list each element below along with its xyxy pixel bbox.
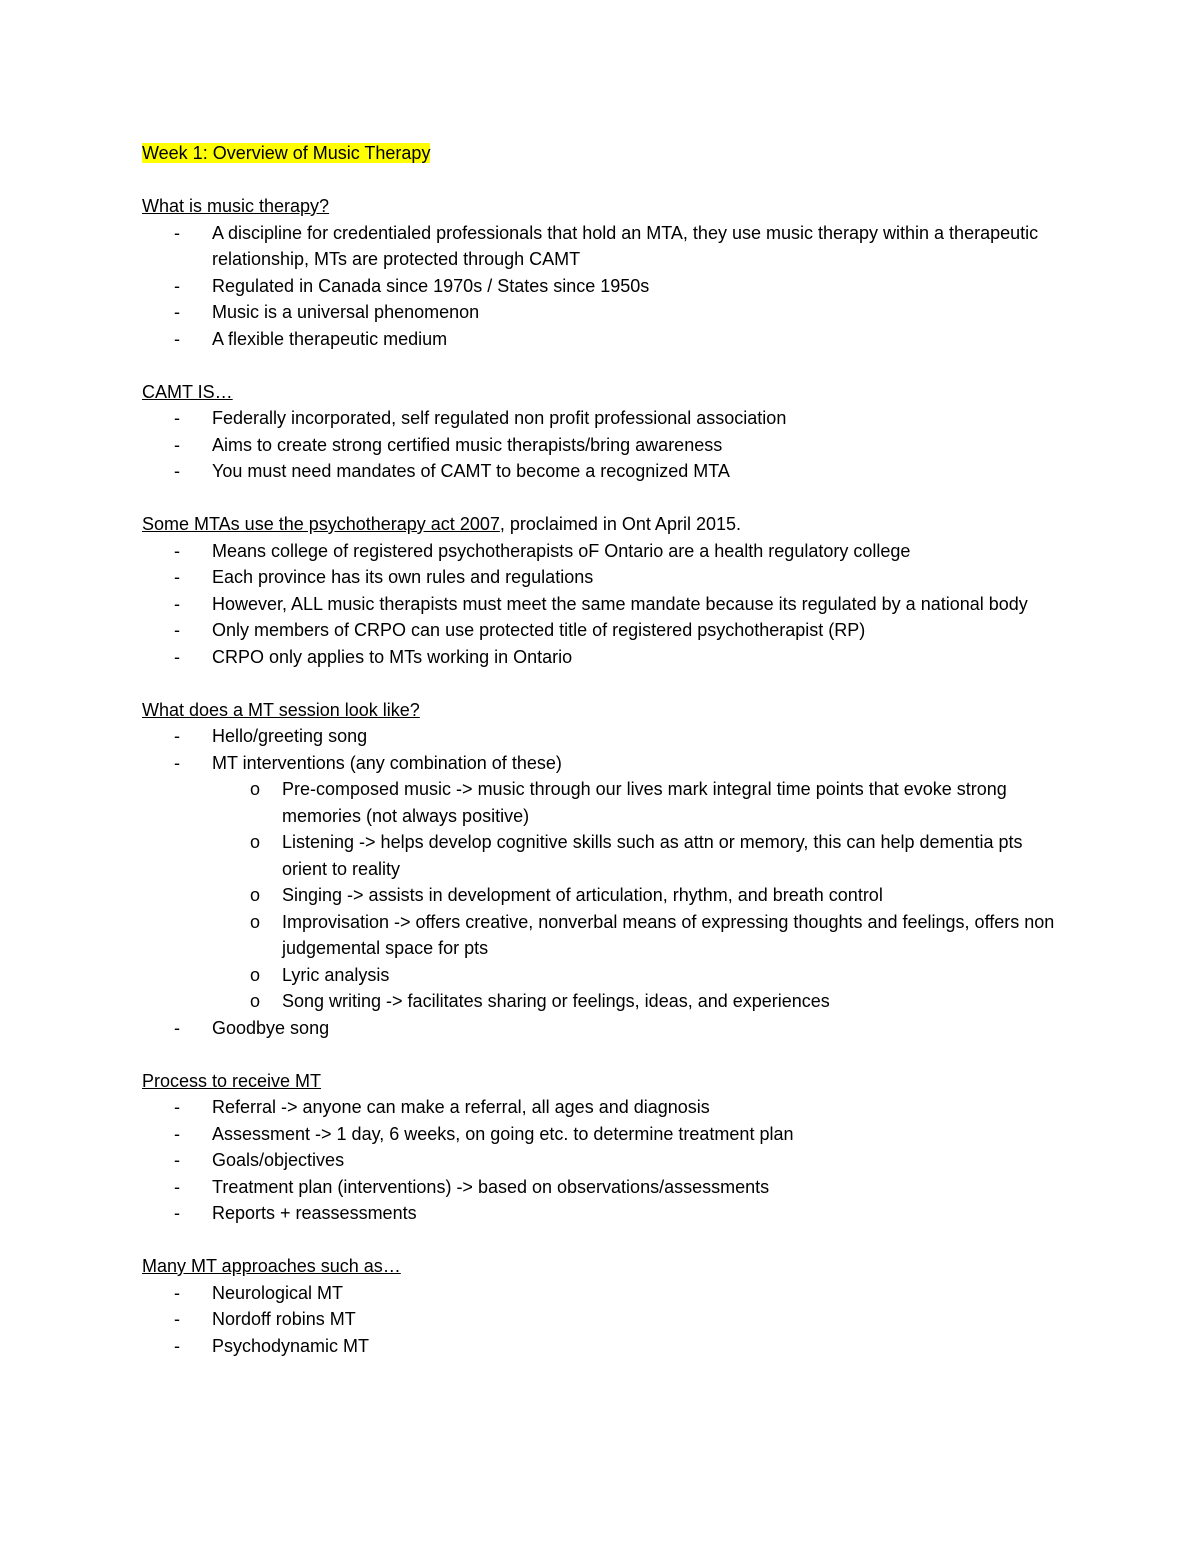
dash-bullet: - xyxy=(174,434,180,455)
dash-bullet: - xyxy=(174,275,180,296)
dash-bullet: - xyxy=(174,1203,180,1223)
dash-bullet: - xyxy=(174,1282,180,1303)
list-item xyxy=(142,299,1072,326)
list-item xyxy=(142,723,1072,750)
circle-bullet: o xyxy=(250,885,261,905)
list-item-text: You must need mandates of CAMT to become a recognized MTA xyxy=(212,461,730,481)
section-heading-text: What does a MT session look like? xyxy=(142,699,420,720)
sub-list-item xyxy=(142,882,1072,909)
dash-bullet: - xyxy=(174,1123,180,1144)
list-item xyxy=(142,1015,1072,1042)
dash-bullet: - xyxy=(174,1150,180,1170)
section-heading-text: Some MTAs use the psychotherapy act 2007 xyxy=(142,514,500,534)
list-item-text: Federally incorporated, self regulated non profit professional association xyxy=(212,408,787,428)
sub-list-item xyxy=(142,909,1072,962)
list-item-text: Psychodynamic MT xyxy=(212,1335,370,1356)
dash-bullet: - xyxy=(174,620,180,640)
sub-list-item-text: Listening -> helps develop cognitive skills such as attn or memory, this can help dementia pts orient to reality xyxy=(282,832,1023,879)
list-item-text: Means college of registered psychotherapists oF Ontario are a health regulatory college xyxy=(212,540,911,561)
section-heading xyxy=(142,1253,1072,1280)
dash-bullet: - xyxy=(174,302,180,322)
list-item xyxy=(142,405,1072,432)
section-heading xyxy=(142,1068,1072,1095)
dash-bullet: - xyxy=(174,646,180,667)
list-item xyxy=(142,1280,1072,1307)
dash-bullet: - xyxy=(174,461,180,481)
sub-list-item-text: Singing -> assists in development of articulation, rhythm, and breath control xyxy=(282,885,883,905)
dash-bullet: - xyxy=(174,328,180,349)
section-heading-text: Many MT approaches such as… xyxy=(142,1256,401,1276)
list-item xyxy=(142,458,1072,485)
dash-bullet: - xyxy=(174,593,180,614)
list-item xyxy=(142,326,1072,353)
dash-bullet: - xyxy=(174,726,180,746)
list-item-text: Hello/greeting song xyxy=(212,726,368,746)
list-item-text: Neurological MT xyxy=(212,1282,344,1303)
list-item xyxy=(142,220,1072,273)
list-item-text: CRPO only applies to MTs working in Ontario xyxy=(212,646,573,667)
sub-list-item xyxy=(142,776,1072,829)
dash-bullet: - xyxy=(174,567,180,587)
list-item-text: Goodbye song xyxy=(212,1017,330,1038)
section-heading-suffix: , proclaimed in Ont April 2015. xyxy=(499,514,741,534)
list-item xyxy=(142,538,1072,565)
list-item xyxy=(142,1306,1072,1333)
list-item xyxy=(142,1174,1072,1201)
sub-list-item-text: Lyric analysis xyxy=(282,964,390,985)
list-item-text: Referral -> anyone can make a referral, all ages and diagnosis xyxy=(212,1097,710,1117)
list-item-text: Reports + reassessments xyxy=(212,1203,417,1223)
list-item xyxy=(142,1121,1072,1148)
list-item-text: Music is a universal phenomenon xyxy=(212,302,480,322)
section-heading xyxy=(142,193,1072,220)
dash-bullet: - xyxy=(174,540,180,561)
list-item-text: A flexible therapeutic medium xyxy=(212,328,448,349)
title-line xyxy=(142,140,1072,167)
list-item xyxy=(142,1094,1072,1121)
list-item-text: Regulated in Canada since 1970s / States since 1950s xyxy=(212,275,650,296)
list-item-text: Aims to create strong certified music therapists/bring awareness xyxy=(212,434,723,455)
list-item-text: Treatment plan (interventions) -> based on observations/assessments xyxy=(212,1176,770,1197)
section-heading-text: CAMT IS… xyxy=(142,381,233,402)
list-item-text: Each province has its own rules and regulations xyxy=(212,567,594,587)
list-item-text: Goals/objectives xyxy=(212,1150,345,1170)
dash-bullet: - xyxy=(174,1097,180,1117)
list-item xyxy=(142,591,1072,618)
list-item xyxy=(142,750,1072,777)
list-item xyxy=(142,273,1072,300)
dash-bullet: - xyxy=(174,1309,180,1329)
list-item-text: MT interventions (any combination of these) xyxy=(212,752,562,773)
list-item-text: Only members of CRPO can use protected title of registered psychotherapist (RP) xyxy=(212,620,866,640)
list-item xyxy=(142,564,1072,591)
list-item xyxy=(142,1200,1072,1227)
document-body xyxy=(142,193,1072,1359)
sub-list-item xyxy=(142,988,1072,1015)
list-item xyxy=(142,1147,1072,1174)
list-item xyxy=(142,1333,1072,1360)
list-item-text: However, ALL music therapists must meet the same mandate because its regulated by a national body xyxy=(212,593,1028,614)
circle-bullet: o xyxy=(250,779,261,799)
dash-bullet: - xyxy=(174,1176,180,1197)
circle-bullet: o xyxy=(250,832,261,852)
section-heading xyxy=(142,511,1072,538)
section-heading xyxy=(142,697,1072,724)
page-title: Week 1: Overview of Music Therapy xyxy=(142,143,431,163)
dash-bullet: - xyxy=(174,222,180,243)
list-item xyxy=(142,432,1072,459)
section-heading-text: What is music therapy? xyxy=(142,196,330,216)
list-item-text: A discipline for credentialed professionals that hold an MTA, they use music therapy within a therapeutic relationship, MTs are protected through CAMT xyxy=(212,222,1039,269)
list-item-text: Assessment -> 1 day, 6 weeks, on going etc. to determine treatment plan xyxy=(212,1123,794,1144)
sub-list-item-text: Pre-composed music -> music through our lives mark integral time points that evoke strong memories (not always positive) xyxy=(282,779,1007,826)
circle-bullet: o xyxy=(250,911,261,932)
sub-list-item xyxy=(142,829,1072,882)
dash-bullet: - xyxy=(174,752,180,773)
list-item-text: Nordoff robins MT xyxy=(212,1309,356,1329)
sub-list-item-text: Song writing -> facilitates sharing or feelings, ideas, and experiences xyxy=(282,991,830,1011)
circle-bullet: o xyxy=(250,964,261,985)
dash-bullet: - xyxy=(174,1335,180,1356)
document-page xyxy=(142,140,1072,1359)
sub-list-item-text: Improvisation -> offers creative, nonverbal means of expressing thoughts and feelings, offers non judgemental space for pts xyxy=(282,911,1055,958)
sub-list-item xyxy=(142,962,1072,989)
list-item xyxy=(142,644,1072,671)
dash-bullet: - xyxy=(174,1017,180,1038)
dash-bullet: - xyxy=(174,408,180,428)
circle-bullet: o xyxy=(250,991,261,1011)
section-heading xyxy=(142,379,1072,406)
section-heading-text: Process to receive MT xyxy=(142,1070,322,1091)
list-item xyxy=(142,617,1072,644)
